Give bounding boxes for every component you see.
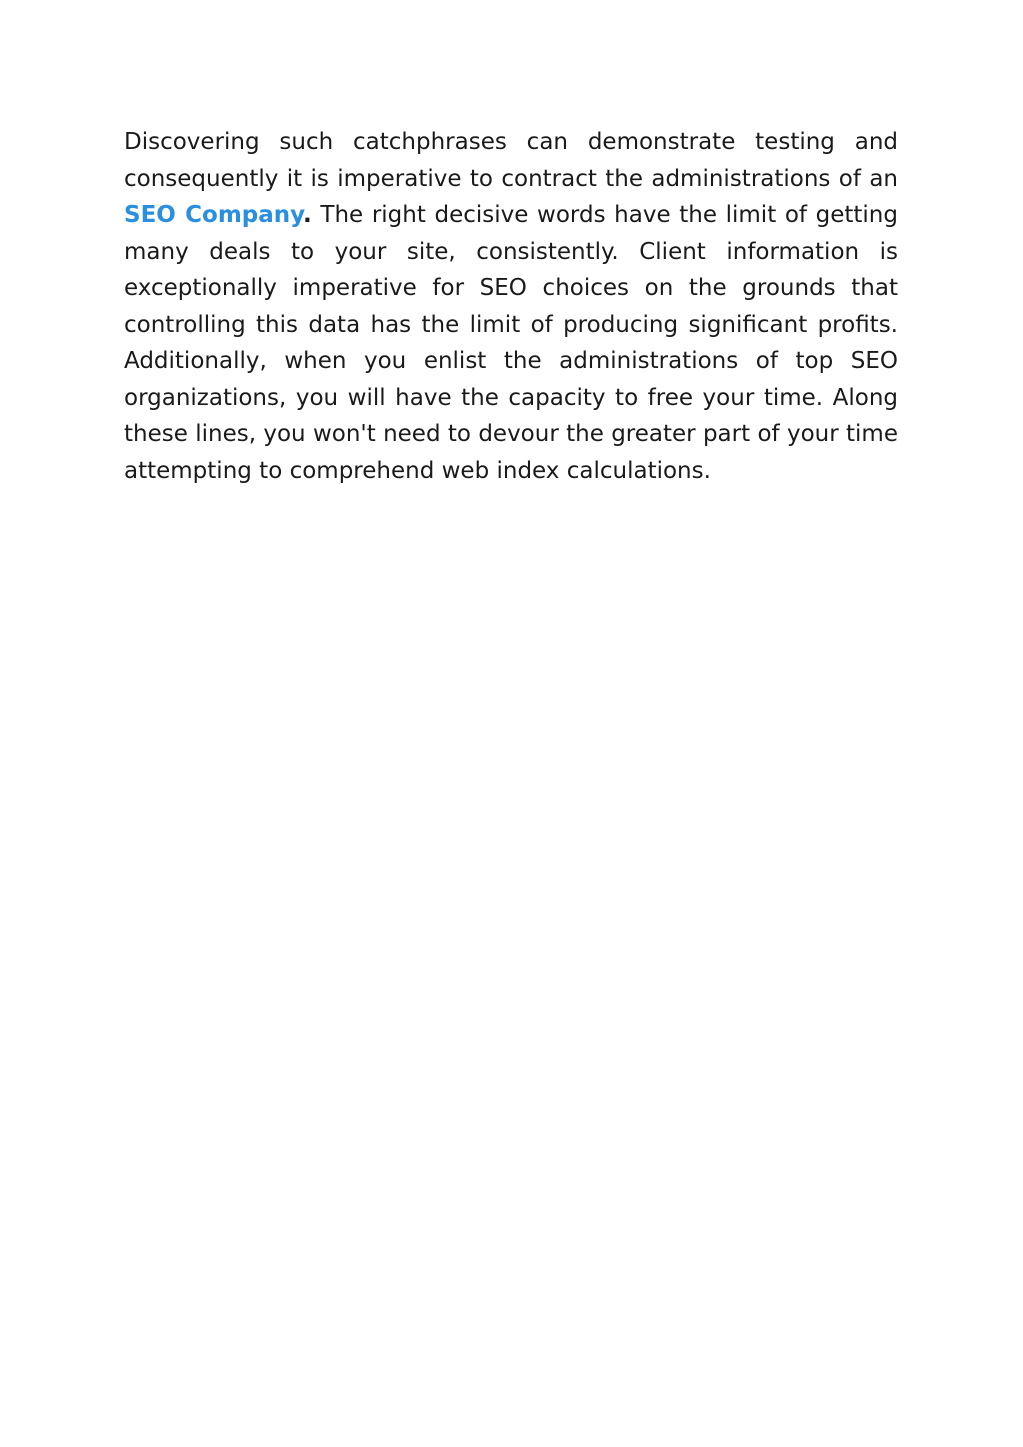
body-paragraph <box>124 124 898 489</box>
paragraph-text-after-link: The right decisive words have the limit of getting many deals to your site, consistently. Client information is exceptionally imperative for SEO choices on the grounds that controlling this data has the limit of producing significant profits. Additionally, when you enlist the administrations of top SEO organizations, you will have the capacity to free your time. Along these lines, you won't need to devour the greater part of your time attempting to comprehend web index calculations. <box>124 202 898 484</box>
seo-company-link[interactable]: SEO Company <box>124 202 304 228</box>
link-period: . <box>303 202 312 228</box>
paragraph-text-before-link: Discovering such catchphrases can demonstrate testing and consequently it is imperative to contract the administrations of an <box>124 129 898 192</box>
